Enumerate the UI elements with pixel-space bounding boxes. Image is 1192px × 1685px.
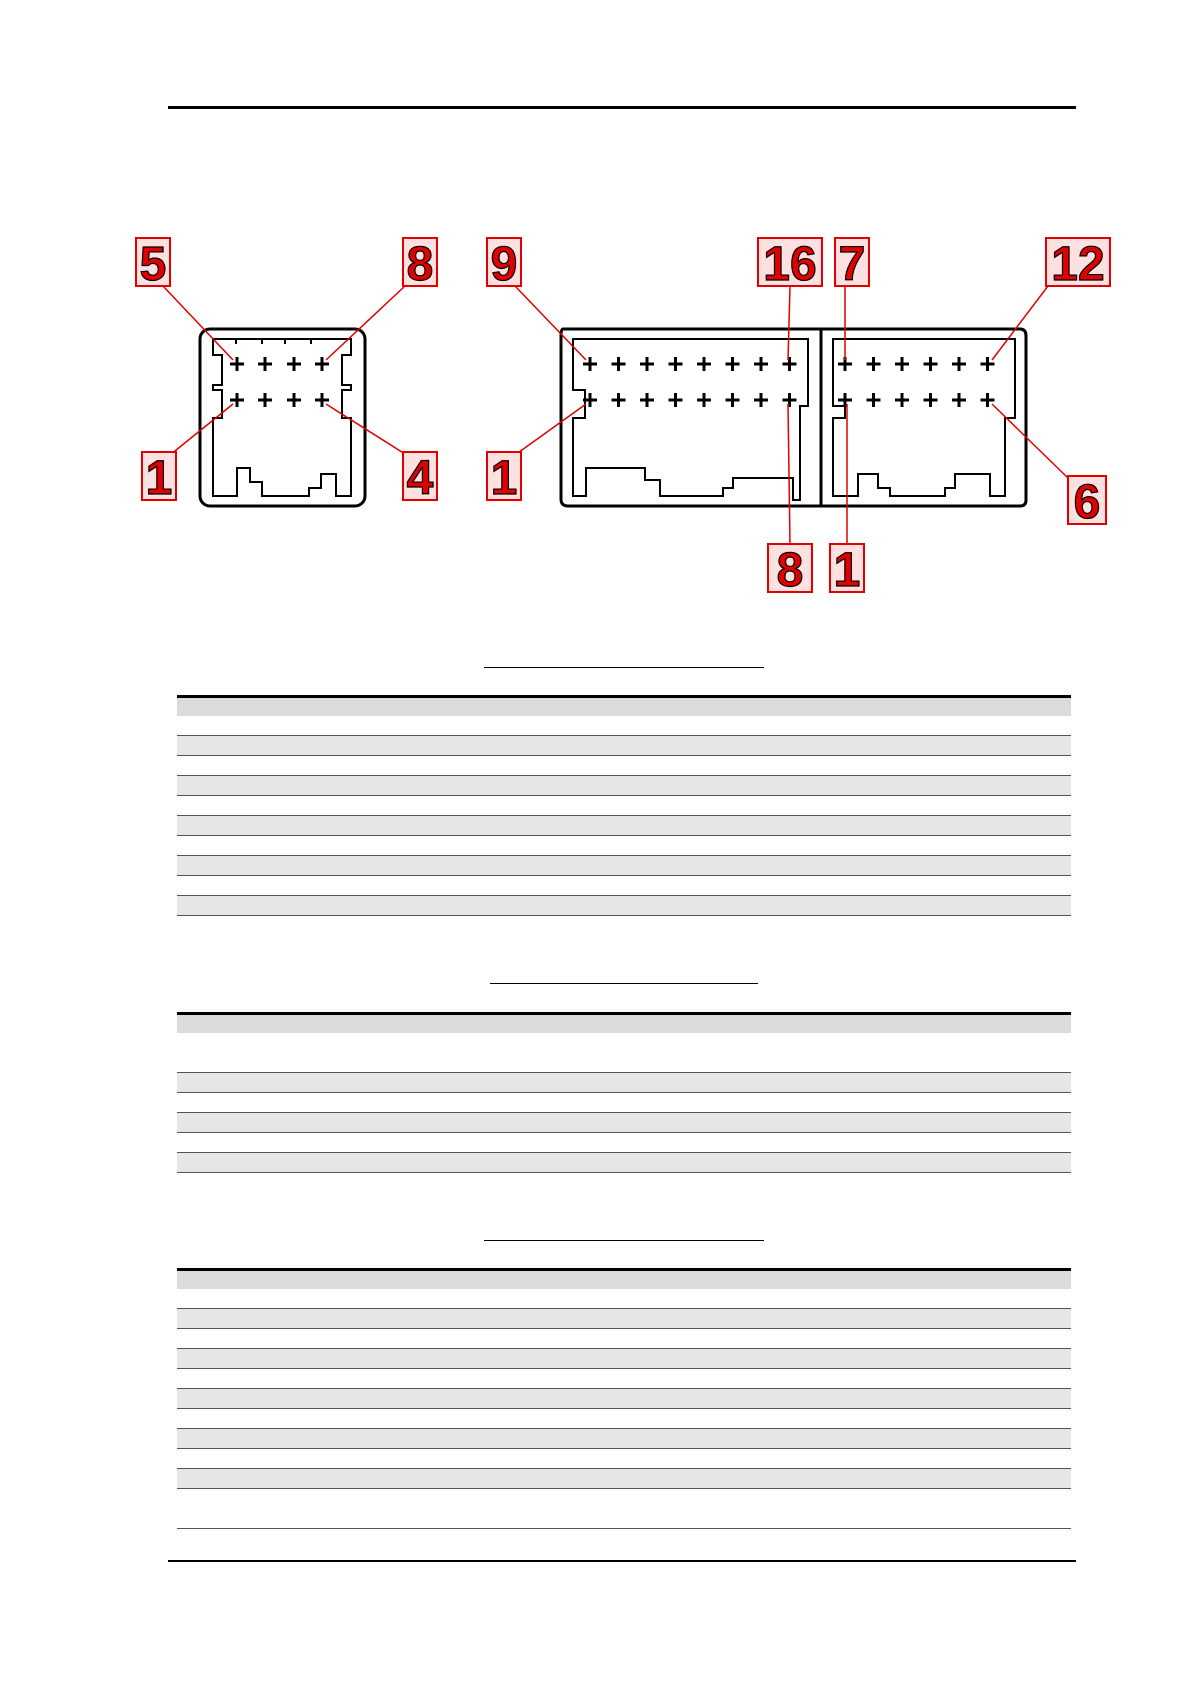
connector-a-body [200, 329, 365, 506]
label-a-1: 1 [145, 452, 173, 505]
label-b-1-leader [515, 404, 586, 455]
label-a-4: 4 [406, 452, 434, 505]
label-c-12: 12 [1051, 238, 1105, 291]
table-row [177, 1153, 1071, 1173]
table-header [177, 1012, 1071, 1033]
table-2-title-rule [490, 983, 758, 984]
table-row [177, 1033, 1071, 1073]
pin-c [895, 393, 909, 407]
pin-b [726, 393, 740, 407]
table-row [177, 1349, 1071, 1369]
label-c-7: 7 [838, 238, 866, 291]
label-b-9-leader [515, 286, 586, 360]
table-row [177, 1389, 1071, 1409]
pin-c [924, 393, 938, 407]
table-3-title-rule [484, 1240, 764, 1241]
table-header [177, 1268, 1071, 1289]
connector-b-body [561, 329, 1026, 506]
table-row [177, 716, 1071, 736]
table-row [177, 1289, 1071, 1309]
table-row [177, 736, 1071, 756]
table-1-title-rule [484, 667, 764, 668]
table-2 [177, 1012, 1071, 1173]
label-c-6-leader [992, 404, 1068, 478]
pin-b [669, 357, 683, 371]
pin-b [754, 393, 768, 407]
pin-a [258, 357, 272, 371]
label-a-5-leader [163, 286, 233, 360]
table-row [177, 1409, 1071, 1429]
table-row [177, 776, 1071, 796]
table-row [177, 1449, 1071, 1469]
bottom-rule [168, 1560, 1076, 1562]
pin-a [287, 393, 301, 407]
label-a-8: 8 [406, 238, 434, 291]
table-row [177, 796, 1071, 816]
table-row [177, 1429, 1071, 1449]
label-b-8-leader [788, 404, 790, 544]
label-a-5: 5 [139, 238, 167, 291]
label-b-16-leader [788, 286, 790, 360]
pin-c [895, 357, 909, 371]
table-row [177, 1329, 1071, 1349]
pin-b [669, 393, 683, 407]
table-row [177, 1489, 1071, 1529]
pin-b [697, 357, 711, 371]
pin-b [726, 357, 740, 371]
pin-b [697, 393, 711, 407]
pin-a [287, 357, 301, 371]
pin-b [640, 393, 654, 407]
label-c-12-leader [992, 286, 1048, 360]
table-row [177, 1093, 1071, 1113]
table-row [177, 1369, 1071, 1389]
table-row [177, 1309, 1071, 1329]
pin-b [754, 357, 768, 371]
table-row [177, 876, 1071, 896]
pin-b [783, 357, 797, 371]
table-row [177, 756, 1071, 776]
pin-c [838, 393, 852, 407]
table-row [177, 856, 1071, 876]
label-b-9: 9 [490, 238, 518, 291]
table-3 [177, 1268, 1071, 1529]
pin-c [924, 357, 938, 371]
pin-grid [230, 357, 995, 407]
table-row [177, 1469, 1071, 1489]
table-row [177, 1073, 1071, 1093]
label-b-8: 8 [776, 544, 804, 597]
pin-c [952, 393, 966, 407]
connector-diagram [0, 0, 1192, 620]
table-row [177, 1113, 1071, 1133]
pin-c [867, 357, 881, 371]
pin-b [640, 357, 654, 371]
pin-c [867, 393, 881, 407]
pin-b [612, 357, 626, 371]
table-header [177, 695, 1071, 716]
table-row [177, 836, 1071, 856]
label-b-1: 1 [490, 452, 518, 505]
label-b-16: 16 [763, 238, 817, 291]
table-1 [177, 695, 1071, 916]
label-c-6: 6 [1073, 476, 1101, 529]
table-row [177, 816, 1071, 836]
pin-b [783, 393, 797, 407]
label-c-1: 1 [833, 544, 861, 597]
pin-a [258, 393, 272, 407]
pin-c [952, 357, 966, 371]
pin-b [612, 393, 626, 407]
table-row [177, 896, 1071, 916]
table-row [177, 1133, 1071, 1153]
